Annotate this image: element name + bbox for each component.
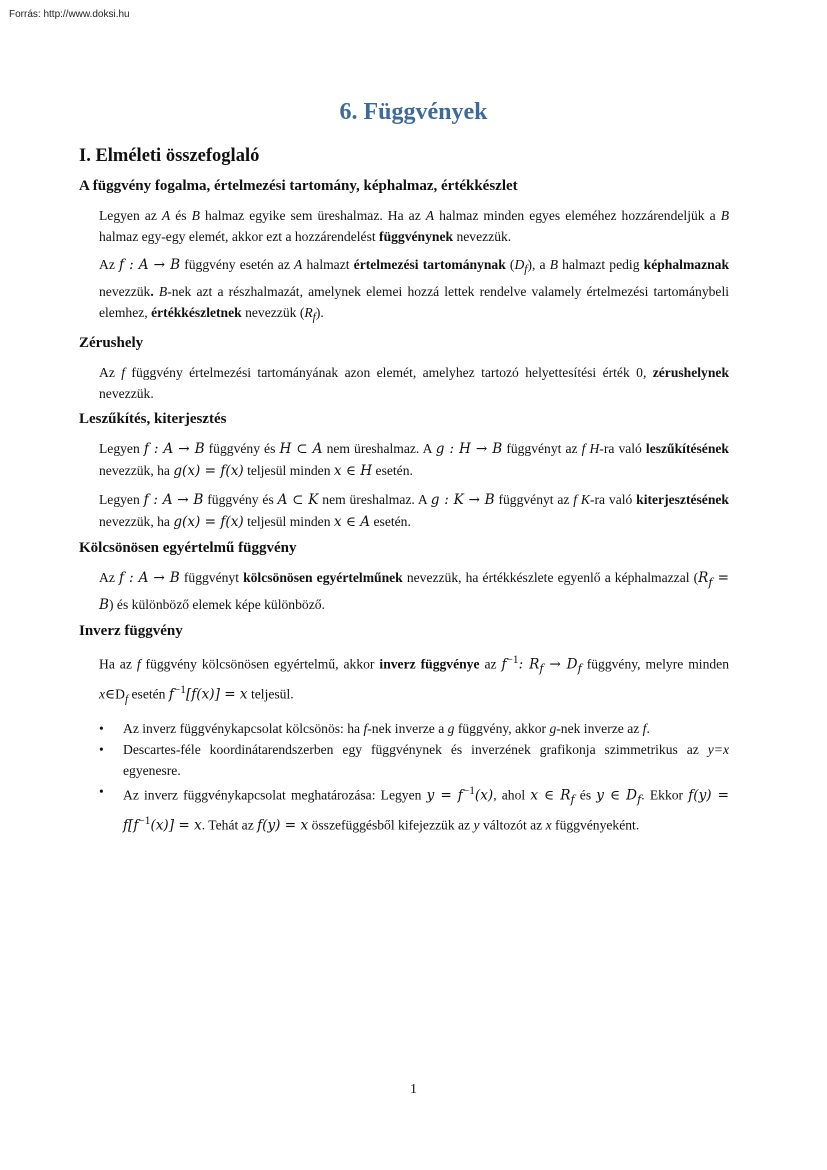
- document-body: [79, 146, 729, 836]
- list-item: • Descartes-féle koordinátarendszerben egy függvénynek és inverzének grafikonja szimmetrikus az y=x egyenesre.: [99, 739, 729, 781]
- paragraph-bijective: Az f : A → B függvényt kölcsönösen egyértelműnek nevezzük, ha értékkészlete egyenlő a képhalmazzal $(R_f = B)$ és különböző elemek képe különböző.: [99, 570, 729, 614]
- page-number: 1: [410, 1082, 417, 1097]
- paragraph-domain-range: Az f : A → B függvény esetén az A halmazt értelmezési tartománynak $(D_f)$, a B halmazt pedig képhalmaznak nevezzük. B-nek azt a részhalmazát, amelynek elemei hozzá lettek rendelve valamely értelmezési tartománybeli elemhez, értékkészletnek nevezzük $(R_f)$.: [99, 257, 730, 324]
- list-item: • Az inverz függvénykapcsolat kölcsönös: ha f-nek inverze a g függvény, akkor g-nek inverze az f.: [99, 718, 729, 739]
- page-title: 6. Függvények: [339, 99, 488, 125]
- subheading-bijective: Kölcsönösen egyértelmű függvény: [79, 540, 297, 557]
- section-heading: I. Elméleti összefoglaló: [79, 146, 260, 166]
- inverse-bullet-list: [99, 718, 729, 837]
- subheading-restriction: Leszűkítés, kiterjesztés: [79, 411, 227, 428]
- source-line: Forrás: http://www.doksi.hu: [9, 9, 130, 20]
- paragraph-extension: Legyen f : A → B függvény és A ⊂ K nem üreshalmaz. A g : K → B függvényt az f K-ra való kiterjesztésének nevezzük, ha g(x) = f(x) teljesül minden x ∈ A esetén.: [99, 492, 729, 531]
- paragraph-inverse: Ha az f függvény kölcsönösen egyértelmű, akkor inverz függvénye az $f^{-1}$: $R_f \to D_f$ függvény, melyre minden $x\in D_f$ esetén $f^{-1}[f(x)] = x$ teljesül.: [99, 654, 729, 706]
- subheading-function-concept: A függvény fogalma, értelmezési tartomány, képhalmaz, értékkészlet: [79, 178, 518, 194]
- paragraph-function-definition: Legyen az A és B halmaz egyike sem üreshalmaz. Ha az A halmaz minden egyes eleméhez hozzárendeljük a B halmaz egy-egy elemét, akkor ezt a hozzárendelést függvénynek nevezzük.: [99, 208, 729, 244]
- list-item: • Az inverz függvénykapcsolat meghatározása: Legyen $y = f^{-1}(x)$, ahol x ∈ $R_f$ és y ∈ $D_f$. Ekkor $f(y) = f[f^{-1}(x)] = x$. Tehát az f(y) = x összefüggésből kifejezzük az y változót az x függvényeként.: [99, 781, 729, 837]
- paragraph-restriction: Legyen f : A → B függvény és H ⊂ A nem üreshalmaz. A g : H → B függvényt az f H-ra való leszűkítésének nevezzük, ha g(x) = f(x) teljesül minden x ∈ H esetén.: [99, 441, 729, 480]
- subheading-zero: Zérushely: [79, 335, 144, 352]
- paragraph-zero: Az f függvény értelmezési tartományának azon elemét, amelyhez tartozó helyettesítési érték 0, zérushelynek nevezzük.: [99, 365, 730, 402]
- subheading-inverse: Inverz függvény: [79, 623, 183, 640]
